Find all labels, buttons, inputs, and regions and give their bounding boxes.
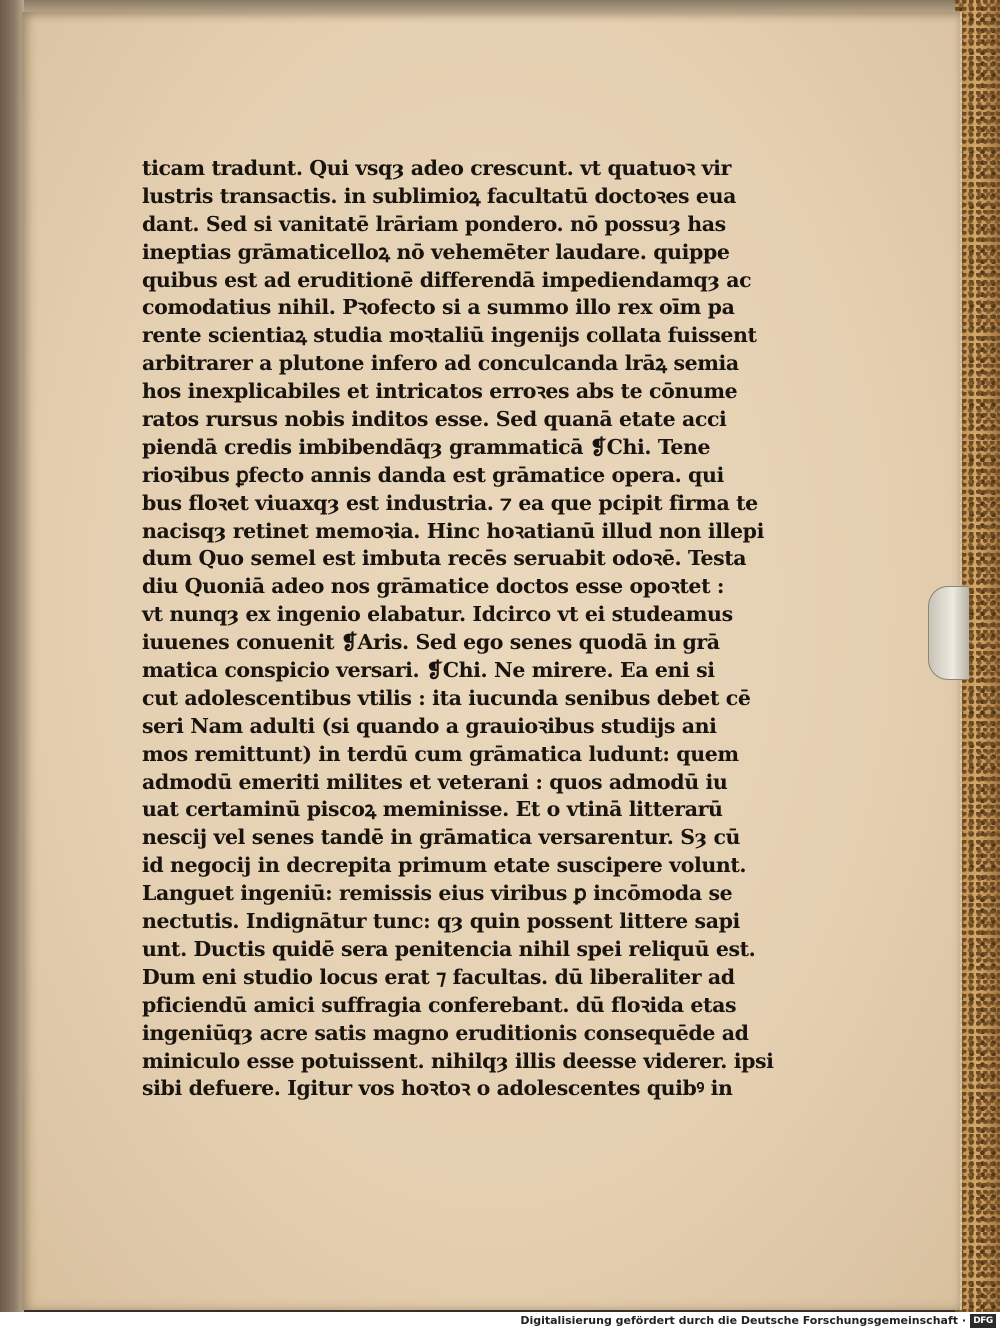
- text-line: quibus est ad eruditionē differendā impediendamqȝ ac: [142, 267, 752, 292]
- dfg-logo-icon: DFG: [970, 1314, 996, 1328]
- text-line: sibi defuere. Igitur vos hoꝛtoꝛ o adolescentes quibꝰ in: [142, 1076, 733, 1101]
- text-line: hos inexplicabiles et intricatos erroꝛes abs te cōnume: [142, 379, 738, 404]
- text-line: pficiendū amici suffragia conferebant. dū floꝛida etas: [142, 992, 737, 1017]
- text-line: nescij vel senes tandē in grāmatica versarentur. Sȝ cū: [142, 825, 741, 850]
- text-line: piendā credis imbibendāqȝ grammaticā ❡Chi. Tene: [142, 434, 711, 459]
- text-line: Dum eni studio locus erat ⁊ facultas. dū liberaliter ad: [142, 964, 735, 989]
- text-line: dant. Sed si vanitatē lrāriam pondero. nō possuȝ has: [142, 211, 726, 236]
- funding-credit: Digitalisierung gefördert durch die Deutsche Forschungsgemeinschaft ·: [520, 1314, 966, 1327]
- text-line: bus floꝛet viuaxqȝ est industria. ⁊ ea que pcipit firma te: [142, 490, 758, 515]
- text-line: vt nunqȝ ex ingenio elabatur. Idcirco vt ei studeamus: [142, 602, 733, 627]
- text-line: lustris transactis. in sublimioꝝ facultatū doctoꝛes eua: [142, 183, 736, 208]
- text-line: nacisqȝ retinet memoꝛia. Hinc hoꝛatianū illud non illepi: [142, 518, 764, 543]
- text-line: nectutis. Indignātur tunc: qȝ quin possent littere sapi: [142, 909, 740, 934]
- text-line: ticam tradunt. Qui vsqȝ adeo crescunt. vt quatuoꝛ vir: [142, 156, 731, 180]
- text-line: iuuenes conuenit ❡Aris. Sed ego senes quodā in grā: [142, 630, 720, 655]
- text-line: id negocij in decrepita primum etate suscipere volunt.: [142, 853, 747, 878]
- text-line: miniculo esse potuissent. nihilqȝ illis deesse viderer. ipsi: [142, 1048, 774, 1073]
- text-line: arbitrarer a plutone infero ad conculcanda lrāꝝ semia: [142, 351, 739, 376]
- text-line: rioꝛibus ꝑfecto annis danda est grāmatice opera. qui: [142, 462, 724, 487]
- page-clip: [928, 586, 969, 680]
- text-line: comodatius nihil. Pꝛofecto si a summo illo rex oīm pa: [142, 295, 735, 320]
- text-line: ingeniūqȝ acre satis magno eruditionis consequēde ad: [142, 1020, 749, 1045]
- text-line: matica conspicio versari. ❡Chi. Ne mirere. Ea eni si: [142, 658, 715, 683]
- text-line: mos remittunt) in terdū cum grāmatica ludunt: quem: [142, 741, 739, 766]
- text-line: diu Quoniā adeo nos grāmatice doctos esse opoꝛtet :: [142, 574, 725, 599]
- text-line: rente scientiaꝝ studia moꝛtaliū ingenijs collata fuissent: [142, 323, 757, 348]
- text-line: uat certaminū piscoꝝ meminisse. Et o vtinā litterarū: [142, 797, 723, 822]
- text-line: seri Nam adulti (si quando a grauioꝛibus studijs ani: [142, 713, 717, 738]
- text-line: ratos rursus nobis inditos esse. Sed quanā etate acci: [142, 407, 727, 432]
- text-line: cut adolescentibus vtilis : ita iucunda senibus debet cē: [142, 685, 751, 710]
- text-line: dum Quo semel est imbuta recēs seruabit odoꝛē. Testa: [142, 546, 747, 571]
- text-line: admodū emeriti milites et veterani : quos admodū iu: [142, 769, 728, 794]
- blackletter-text-block: [142, 155, 774, 1103]
- text-line: ineptias grāmaticelloꝝ nō vehemēter laudare. quippe: [142, 239, 730, 264]
- book-spine-edge: [0, 0, 24, 1312]
- text-line: Languet ingeniū: remissis eius viribus ꝑ incōmoda se: [142, 881, 733, 906]
- text-line: unt. Ductis quidē sera penitencia nihil spei reliquū est.: [142, 936, 756, 961]
